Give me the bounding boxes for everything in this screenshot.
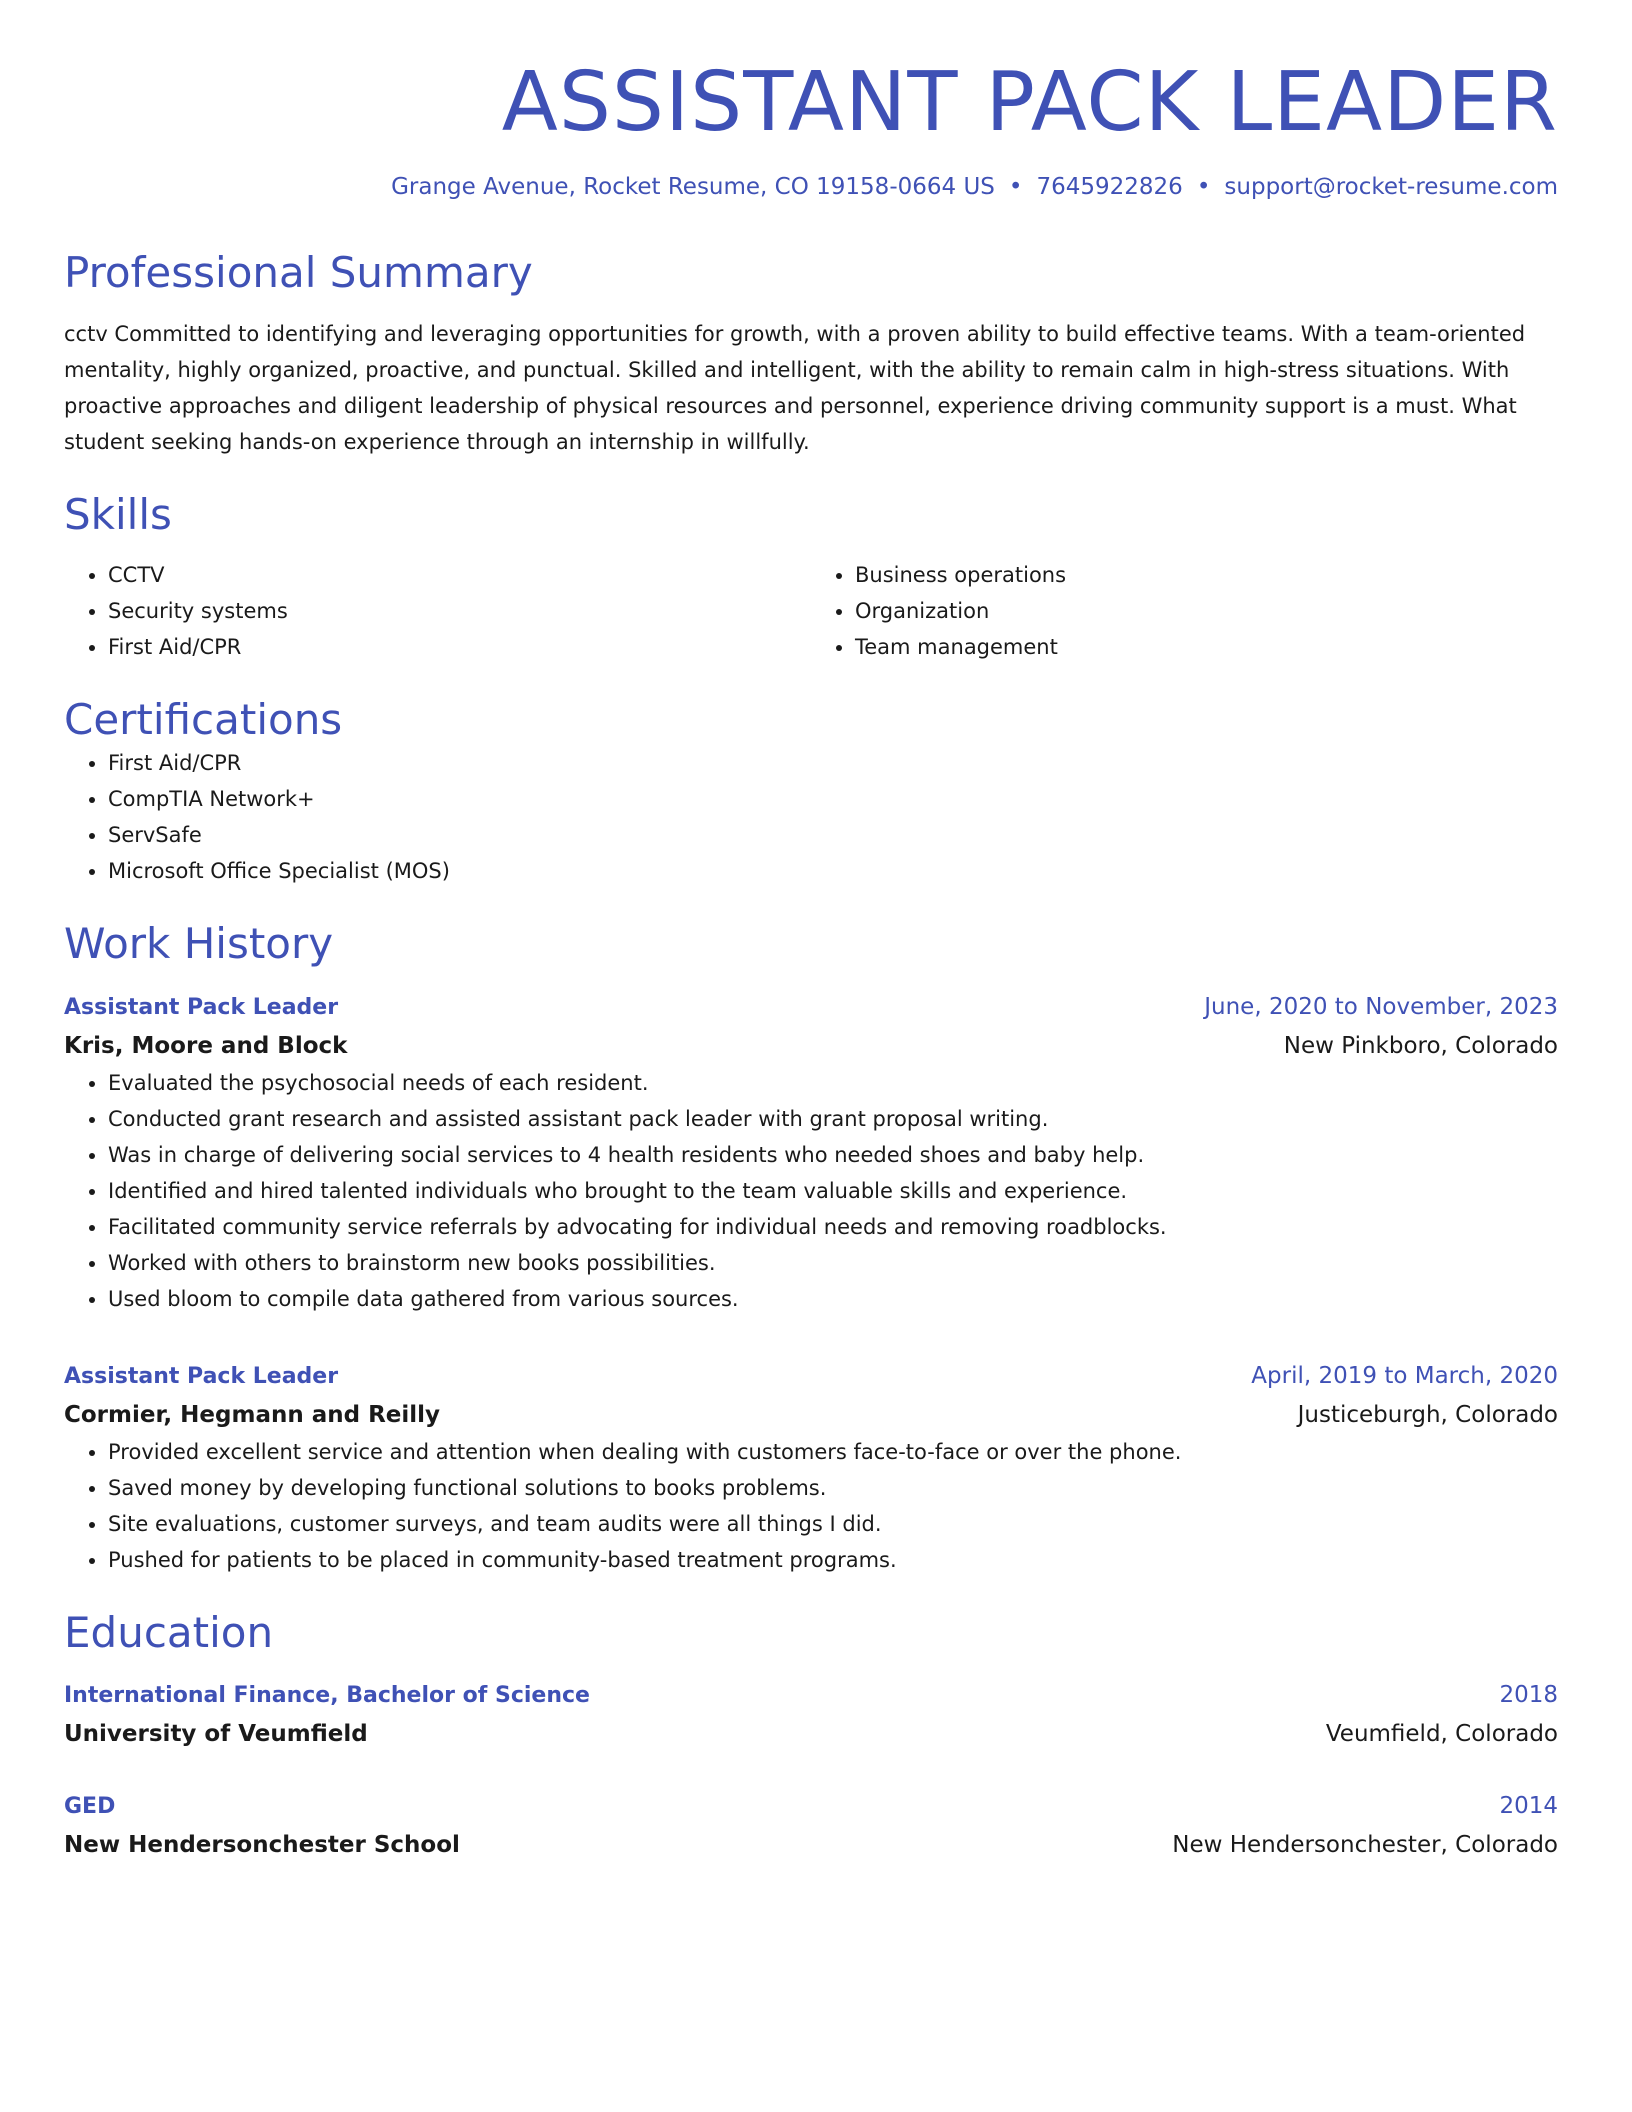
degree: International Finance, Bachelor of Science [64, 1682, 590, 1708]
job-bullet: • Pushed for patients to be placed in community-based treatment programs. [108, 1542, 1558, 1578]
job-bullet: • Saved money by developing functional solutions to books problems. [108, 1470, 1558, 1506]
skill-item: • Team management [855, 629, 1558, 665]
job-bullet: • Site evaluations, customer surveys, and team audits were all things I did. [108, 1506, 1558, 1542]
job-bullets [64, 1434, 1558, 1578]
school-name: New Hendersonchester School [64, 1831, 460, 1858]
summary-text: cctv Committed to identifying and leveraging opportunities for growth, with a proven ability to build effective teams. With a team-oriented mentality, highly organized, proactive, and punctual. Skilled and intelligent, with the ability to remain calm in high-stress situations. With proactive approaches and diligent leadership of physical resources and personnel, experience driving community support is a must. What student seeking hands-on experience through an internship in willfully. [64, 322, 1526, 455]
job-company: Kris, Moore and Block [64, 1032, 348, 1059]
skills-heading: Skills [64, 490, 172, 540]
certification-item: • CompTIA Network+ [108, 781, 1558, 817]
job-bullet: • Conducted grant research and assisted assistant pack leader with grant proposal writing. [108, 1101, 1558, 1137]
job-bullet: • Facilitated community service referrals by advocating for individual needs and removing roadblocks. [108, 1209, 1558, 1245]
contact-email: support@rocket-resume.com [1224, 174, 1558, 200]
skills-list [64, 557, 1558, 665]
job-dates: June, 2020 to November, 2023 [1204, 993, 1558, 1020]
skill-item: • First Aid/CPR [108, 629, 811, 665]
job-entry [64, 1357, 1558, 1578]
education-entry [64, 1676, 1558, 1753]
certification-item: • Microsoft Office Specialist (MOS) [108, 853, 1558, 889]
separator-dot: • [1008, 174, 1023, 200]
skills-left-column [64, 557, 811, 665]
school-location: Veumfield, Colorado [1325, 1720, 1558, 1747]
job-title: Assistant Pack Leader [64, 1363, 339, 1389]
contact-line [64, 174, 1558, 200]
degree: GED [64, 1793, 116, 1819]
job-bullet: • Worked with others to brainstorm new books possibilities. [108, 1245, 1558, 1281]
contact-address: Grange Avenue, Rocket Resume, CO 19158-0664 US [391, 174, 995, 200]
job-bullet: • Was in charge of delivering social services to 4 health residents who needed shoes and baby help. [108, 1137, 1558, 1173]
resume-page [64, 0, 1558, 1864]
skill-item: • Business operations [855, 557, 1558, 593]
separator-dot: • [1196, 174, 1211, 200]
contact-phone: 7645922826 [1036, 174, 1183, 200]
certifications-heading: Certifications [64, 694, 343, 744]
certification-item: • First Aid/CPR [108, 745, 1558, 781]
job-dates: April, 2019 to March, 2020 [1251, 1362, 1558, 1389]
resume-name: ASSISTANT PACK LEADER [501, 55, 1558, 150]
job-bullet: • Provided excellent service and attention when dealing with customers face-to-face or over the phone. [108, 1434, 1558, 1470]
job-bullet: • Evaluated the psychosocial needs of each resident. [108, 1065, 1558, 1101]
job-location: Justiceburgh, Colorado [1297, 1401, 1558, 1428]
work-history-heading: Work History [64, 919, 334, 969]
job-title: Assistant Pack Leader [64, 994, 339, 1020]
skill-item: • Security systems [108, 593, 811, 629]
school-name: University of Veumfield [64, 1720, 368, 1747]
summary-heading: Professional Summary [64, 248, 533, 297]
skills-right-column [811, 557, 1558, 665]
job-entry [64, 988, 1558, 1317]
certifications-list [64, 745, 1558, 889]
job-bullet: • Identified and hired talented individuals who brought to the team valuable skills and experience. [108, 1173, 1558, 1209]
education-heading: Education [64, 1607, 274, 1657]
job-company: Cormier, Hegmann and Reilly [64, 1401, 441, 1428]
education-entry [64, 1787, 1558, 1864]
certification-item: • ServSafe [108, 817, 1558, 853]
job-location: New Pinkboro, Colorado [1283, 1032, 1558, 1059]
job-bullets [64, 1065, 1558, 1317]
graduation-year: 2018 [1499, 1681, 1558, 1708]
skill-item: • Organization [855, 593, 1558, 629]
graduation-year: 2014 [1499, 1792, 1558, 1819]
school-location: New Hendersonchester, Colorado [1172, 1831, 1558, 1858]
skill-item: • CCTV [108, 557, 811, 593]
job-bullet: • Used bloom to compile data gathered from various sources. [108, 1281, 1558, 1317]
